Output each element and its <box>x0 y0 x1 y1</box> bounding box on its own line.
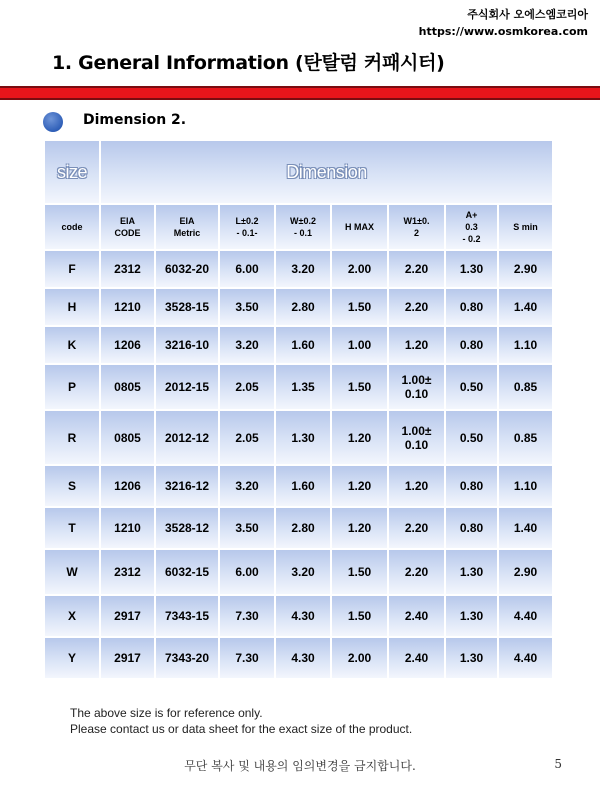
table-cell: 1.35 <box>275 364 331 410</box>
row-code-cell: W <box>44 549 100 595</box>
table-cell: 1.30 <box>445 595 498 637</box>
table-cell: 0.80 <box>445 288 498 326</box>
table-cell: 2917 <box>100 637 155 679</box>
table-cell: 2.80 <box>275 507 331 549</box>
page-number: 5 <box>554 757 562 771</box>
table-cell: 1.40 <box>498 507 553 549</box>
dimension-group-header: Dimension <box>100 140 553 204</box>
table-row <box>44 288 553 326</box>
table-cell: 3.20 <box>275 549 331 595</box>
table-row <box>44 364 553 410</box>
table-cell: 3528-15 <box>155 288 219 326</box>
cell-line: 0.10 <box>404 437 429 452</box>
column-header <box>498 204 553 250</box>
table-cell: 1.40 <box>498 288 553 326</box>
table-cell: 0.50 <box>445 364 498 410</box>
column-header <box>388 204 445 250</box>
table-cell: 7343-15 <box>155 595 219 637</box>
table-cell: 3.20 <box>275 250 331 288</box>
column-header-line: EIA <box>119 216 135 226</box>
table-cell: 7343-20 <box>155 637 219 679</box>
table-cell: 1.10 <box>498 465 553 507</box>
row-code-cell: H <box>44 288 100 326</box>
table-cell: 1.60 <box>275 465 331 507</box>
column-header-line: code <box>61 222 83 232</box>
table-cell: 4.40 <box>498 595 553 637</box>
reference-note <box>70 705 412 737</box>
table-cell: 2312 <box>100 250 155 288</box>
table-cell: 2012-15 <box>155 364 219 410</box>
column-header-line: A+ <box>465 210 478 220</box>
table-cell: 2917 <box>100 595 155 637</box>
size-group-header: size <box>44 140 100 204</box>
column-header-line: Metric <box>173 228 201 238</box>
column-header <box>219 204 275 250</box>
table-cell: 1.50 <box>331 549 388 595</box>
table-cell: 0805 <box>100 410 155 465</box>
title-divider-bar <box>0 86 600 100</box>
table-cell: 2.90 <box>498 250 553 288</box>
dimension-table <box>43 139 554 680</box>
row-code-cell: R <box>44 410 100 465</box>
table-cell: 6032-20 <box>155 250 219 288</box>
table-row <box>44 250 553 288</box>
column-header-line: S min <box>513 222 538 232</box>
row-code-cell: X <box>44 595 100 637</box>
column-header <box>445 204 498 250</box>
table-cell: 1210 <box>100 507 155 549</box>
table-row <box>44 549 553 595</box>
table-cell: 1.50 <box>331 595 388 637</box>
table-row <box>44 595 553 637</box>
table-cell: 2.20 <box>388 250 445 288</box>
table-row <box>44 410 553 465</box>
table-cell: 2.40 <box>388 637 445 679</box>
table-cell: 2.40 <box>388 595 445 637</box>
column-header-line: W1±0. <box>403 216 430 226</box>
row-code-cell: Y <box>44 637 100 679</box>
table-cell <box>388 410 445 465</box>
table-cell: 0805 <box>100 364 155 410</box>
table-cell: 1.20 <box>331 507 388 549</box>
table-cell: 1.10 <box>498 326 553 364</box>
table-cell: 3.50 <box>219 507 275 549</box>
row-code-cell: F <box>44 250 100 288</box>
table-cell: 3216-10 <box>155 326 219 364</box>
column-header-line: 0.3 <box>465 222 478 232</box>
table-cell: 3.20 <box>219 326 275 364</box>
table-cell: 1.30 <box>445 250 498 288</box>
table-cell: 3.20 <box>219 465 275 507</box>
table-cell: 2.00 <box>331 250 388 288</box>
column-header-line: H MAX <box>345 222 374 232</box>
company-url[interactable]: https://www.osmkorea.com <box>418 25 588 38</box>
table-cell: 2.20 <box>388 507 445 549</box>
section-heading: Dimension 2. <box>83 112 187 128</box>
column-header <box>331 204 388 250</box>
table-cell: 6.00 <box>219 250 275 288</box>
company-header <box>419 6 588 40</box>
row-code-cell: K <box>44 326 100 364</box>
table-cell: 2312 <box>100 549 155 595</box>
table-cell: 2.90 <box>498 549 553 595</box>
table-row <box>44 326 553 364</box>
table-cell: 2.00 <box>331 637 388 679</box>
group-header-row <box>44 140 553 204</box>
table-cell: 2.20 <box>388 288 445 326</box>
table-row <box>44 637 553 679</box>
company-name: 주식회사 오에스엠코리아 <box>467 8 588 21</box>
note-line: The above size is for reference only. <box>70 706 263 720</box>
copyright-notice: 무단 복사 및 내용의 임의변경을 금지합니다. <box>184 759 416 773</box>
table-cell: 4.30 <box>275 595 331 637</box>
table-cell: 7.30 <box>219 595 275 637</box>
row-code-cell: S <box>44 465 100 507</box>
table-cell: 0.80 <box>445 326 498 364</box>
row-code-cell: T <box>44 507 100 549</box>
table-body <box>44 250 553 679</box>
column-header-line: W±0.2 <box>290 216 316 226</box>
table-cell: 1.20 <box>331 465 388 507</box>
column-header-line: 2 <box>413 228 419 238</box>
table-cell: 0.50 <box>445 410 498 465</box>
table-cell <box>388 364 445 410</box>
table-cell: 6032-15 <box>155 549 219 595</box>
note-line: Please contact us or data sheet for the exact size of the product. <box>70 722 413 736</box>
column-header-line: L±0.2 <box>235 216 259 226</box>
column-header-row <box>44 204 553 250</box>
cell-line: 0.10 <box>404 387 429 401</box>
cell-line: 1.00± <box>401 373 432 387</box>
column-header <box>100 204 155 250</box>
table-cell: 1.50 <box>331 364 388 410</box>
table-cell: 2.05 <box>219 364 275 410</box>
table-cell: 1206 <box>100 465 155 507</box>
table-cell: 3.50 <box>219 288 275 326</box>
table-cell: 1.20 <box>388 465 445 507</box>
table-cell: 6.00 <box>219 549 275 595</box>
page-title: 1. General Information (탄탈럼 커패시터) <box>52 52 445 74</box>
table-cell: 0.85 <box>498 410 553 465</box>
row-code-cell: P <box>44 364 100 410</box>
column-header-line: - 0.1 <box>293 228 312 238</box>
table-cell: 2.80 <box>275 288 331 326</box>
table-cell: 2.05 <box>219 410 275 465</box>
column-header <box>155 204 219 250</box>
table-cell: 1.00 <box>331 326 388 364</box>
table-cell: 0.85 <box>498 364 553 410</box>
table-cell: 3528-12 <box>155 507 219 549</box>
table-cell: 7.30 <box>219 637 275 679</box>
table-cell: 1.20 <box>331 410 388 465</box>
table-cell: 1.30 <box>275 410 331 465</box>
table-cell: 1.60 <box>275 326 331 364</box>
table-cell: 0.80 <box>445 507 498 549</box>
table-cell: 4.40 <box>498 637 553 679</box>
cell-line: 1.00± <box>401 423 432 438</box>
table-cell: 4.30 <box>275 637 331 679</box>
table-cell: 1.20 <box>388 326 445 364</box>
table-cell: 1210 <box>100 288 155 326</box>
column-header-line: - 0.2 <box>462 234 481 244</box>
table-cell: 1.30 <box>445 549 498 595</box>
table-cell: 2012-12 <box>155 410 219 465</box>
table-cell: 2.20 <box>388 549 445 595</box>
column-header <box>275 204 331 250</box>
table-cell: 1.50 <box>331 288 388 326</box>
column-header-line: EIA <box>179 216 195 226</box>
table-row <box>44 465 553 507</box>
table-cell: 3216-12 <box>155 465 219 507</box>
table-cell: 1206 <box>100 326 155 364</box>
table-cell: 0.80 <box>445 465 498 507</box>
column-header-line: - 0.1- <box>236 228 258 238</box>
bullet-circle-icon <box>43 112 63 132</box>
column-header-line: CODE <box>114 228 141 238</box>
column-header <box>44 204 100 250</box>
table-cell: 1.30 <box>445 637 498 679</box>
table-row <box>44 507 553 549</box>
